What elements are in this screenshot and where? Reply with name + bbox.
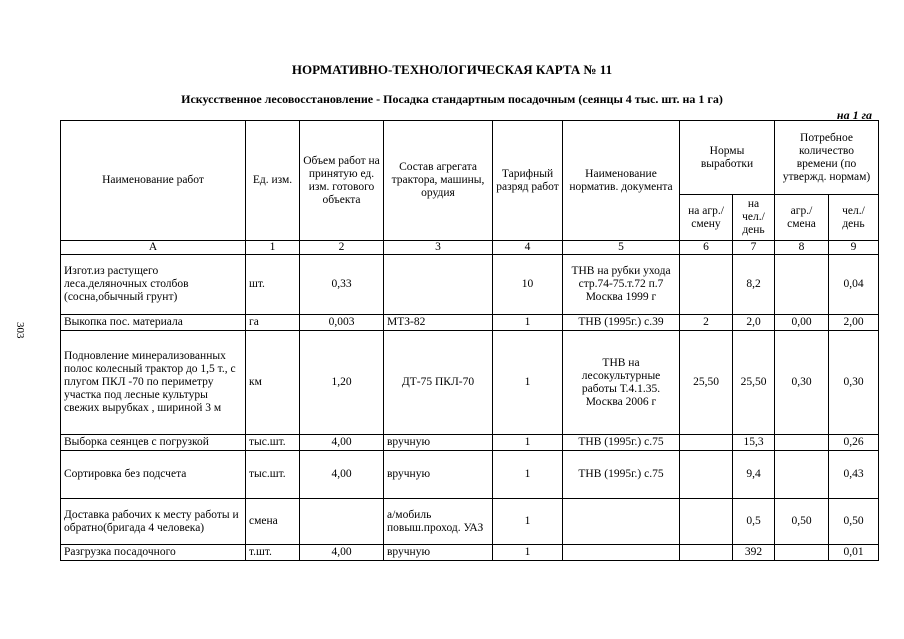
cell-composition: ДТ-75 ПКЛ-70 [384,331,493,435]
norms-table [60,120,879,561]
header-composition: Состав агрегата трактора, машины, орудия [384,121,493,241]
cell-norm-man: 8,2 [733,255,775,315]
column-index: 3 [384,241,493,255]
cell-norm-man: 9,4 [733,451,775,499]
cell-composition: а/мобиль повыш.проход. УАЗ [384,499,493,545]
cell-time-agr [775,255,829,315]
cell-norm-man: 2,0 [733,315,775,331]
header-name: Наименование работ [61,121,246,241]
cell-volume: 4,00 [300,451,384,499]
cell-norm-man: 392 [733,545,775,561]
table-body [61,255,879,561]
table-row [61,255,879,315]
cell-name: Доставка рабочих к месту работы и обратно(бригада 4 человека) [61,499,246,545]
cell-norm-man: 25,50 [733,331,775,435]
cell-time-man: 0,01 [829,545,879,561]
cell-name: Разгрузка посадочного [61,545,246,561]
cell-rate: 1 [493,331,563,435]
cell-name: Сортировка без подсчета [61,451,246,499]
table-row [61,331,879,435]
cell-name: Выкопка пос. материала [61,315,246,331]
page-number: 303 [14,322,26,339]
cell-time-agr [775,451,829,499]
table-row [61,545,879,561]
cell-name: Изгот.из растущего леса.деляночных столбов (сосна,обычный грунт) [61,255,246,315]
column-index: 8 [775,241,829,255]
header-time-man: чел./ день [829,195,879,241]
header-unit: Ед. изм. [246,121,300,241]
cell-rate: 1 [493,315,563,331]
header-norms-agr: на агр./ смену [680,195,733,241]
cell-time-man: 0,04 [829,255,879,315]
cell-norm-man: 15,3 [733,435,775,451]
cell-norm-agr [680,545,733,561]
cell-unit: га [246,315,300,331]
cell-volume: 1,20 [300,331,384,435]
cell-time-man: 0,30 [829,331,879,435]
cell-document [563,545,680,561]
column-index: 2 [300,241,384,255]
cell-composition: вручную [384,435,493,451]
cell-document: ТНВ на лесокультурные работы Т.4.1.35. Москва 2006 г [563,331,680,435]
column-index: 9 [829,241,879,255]
cell-norm-agr [680,451,733,499]
table-row [61,451,879,499]
cell-composition: вручную [384,545,493,561]
cell-document: ТНВ (1995г.) с.75 [563,451,680,499]
header-time: Потребное количество времени (по утвержд. нормам) [775,121,879,195]
page-title: НОРМАТИВНО-ТЕХНОЛОГИЧЕСКАЯ КАРТА № 11 [291,62,613,77]
header-document: Наименование норматив. документа [563,121,680,241]
cell-document: ТНВ на рубки ухода стр.74-75.т.72 п.7 Москва 1999 г [563,255,680,315]
cell-volume: 4,00 [300,435,384,451]
column-index: 1 [246,241,300,255]
cell-time-agr [775,435,829,451]
cell-rate: 1 [493,545,563,561]
cell-document: ТНВ (1995г.) с.75 [563,435,680,451]
cell-composition: вручную [384,451,493,499]
cell-unit: смена [246,499,300,545]
header-norms-man: на чел./ день [733,195,775,241]
cell-norm-agr [680,255,733,315]
column-index: 4 [493,241,563,255]
cell-unit: тыс.шт. [246,435,300,451]
cell-time-man: 0,43 [829,451,879,499]
cell-document: ТНВ (1995г.) с.39 [563,315,680,331]
cell-document [563,499,680,545]
table-row [61,315,879,331]
cell-volume: 0,003 [300,315,384,331]
table-row [61,499,879,545]
cell-name: Подновление минерализованных полос колесный трактор до 1,5 т., с плугом ПКЛ -70 по периметру участка под лесные культуры свежих вырубках , шириной 3 м [61,331,246,435]
table-header [61,121,879,255]
header-norms: Нормы выработки [680,121,775,195]
cell-rate: 10 [493,255,563,315]
cell-rate: 1 [493,435,563,451]
cell-rate: 1 [493,451,563,499]
cell-norm-man: 0,5 [733,499,775,545]
unit-note: на 1 га [836,108,872,122]
cell-norm-agr: 2 [680,315,733,331]
cell-unit: т.шт. [246,545,300,561]
column-index: А [61,241,246,255]
cell-time-agr: 0,50 [775,499,829,545]
cell-norm-agr [680,499,733,545]
cell-norm-agr [680,435,733,451]
column-index: 6 [680,241,733,255]
cell-time-man: 0,26 [829,435,879,451]
table-row [61,435,879,451]
column-index: 7 [733,241,775,255]
cell-norm-agr: 25,50 [680,331,733,435]
cell-volume [300,499,384,545]
cell-time-agr [775,545,829,561]
cell-time-man: 0,50 [829,499,879,545]
page-subtitle: Искусственное лесовосстановление - Посадка стандартным посадочным (сеянцы 4 тыс. шт. на 1 га) [181,92,723,106]
cell-volume: 4,00 [300,545,384,561]
cell-unit: шт. [246,255,300,315]
header-rate: Тарифный разряд работ [493,121,563,241]
cell-name: Выборка сеянцев с погрузкой [61,435,246,451]
cell-volume: 0,33 [300,255,384,315]
cell-unit: км [246,331,300,435]
cell-time-man: 2,00 [829,315,879,331]
cell-time-agr: 0,30 [775,331,829,435]
cell-rate: 1 [493,499,563,545]
column-index: 5 [563,241,680,255]
cell-time-agr: 0,00 [775,315,829,331]
header-time-agr: агр./ смена [775,195,829,241]
cell-composition: МТЗ-82 [384,315,493,331]
cell-unit: тыс.шт. [246,451,300,499]
cell-composition [384,255,493,315]
header-volume: Объем работ на принятую ед. изм. готового объекта [300,121,384,241]
column-index-row [61,241,879,255]
